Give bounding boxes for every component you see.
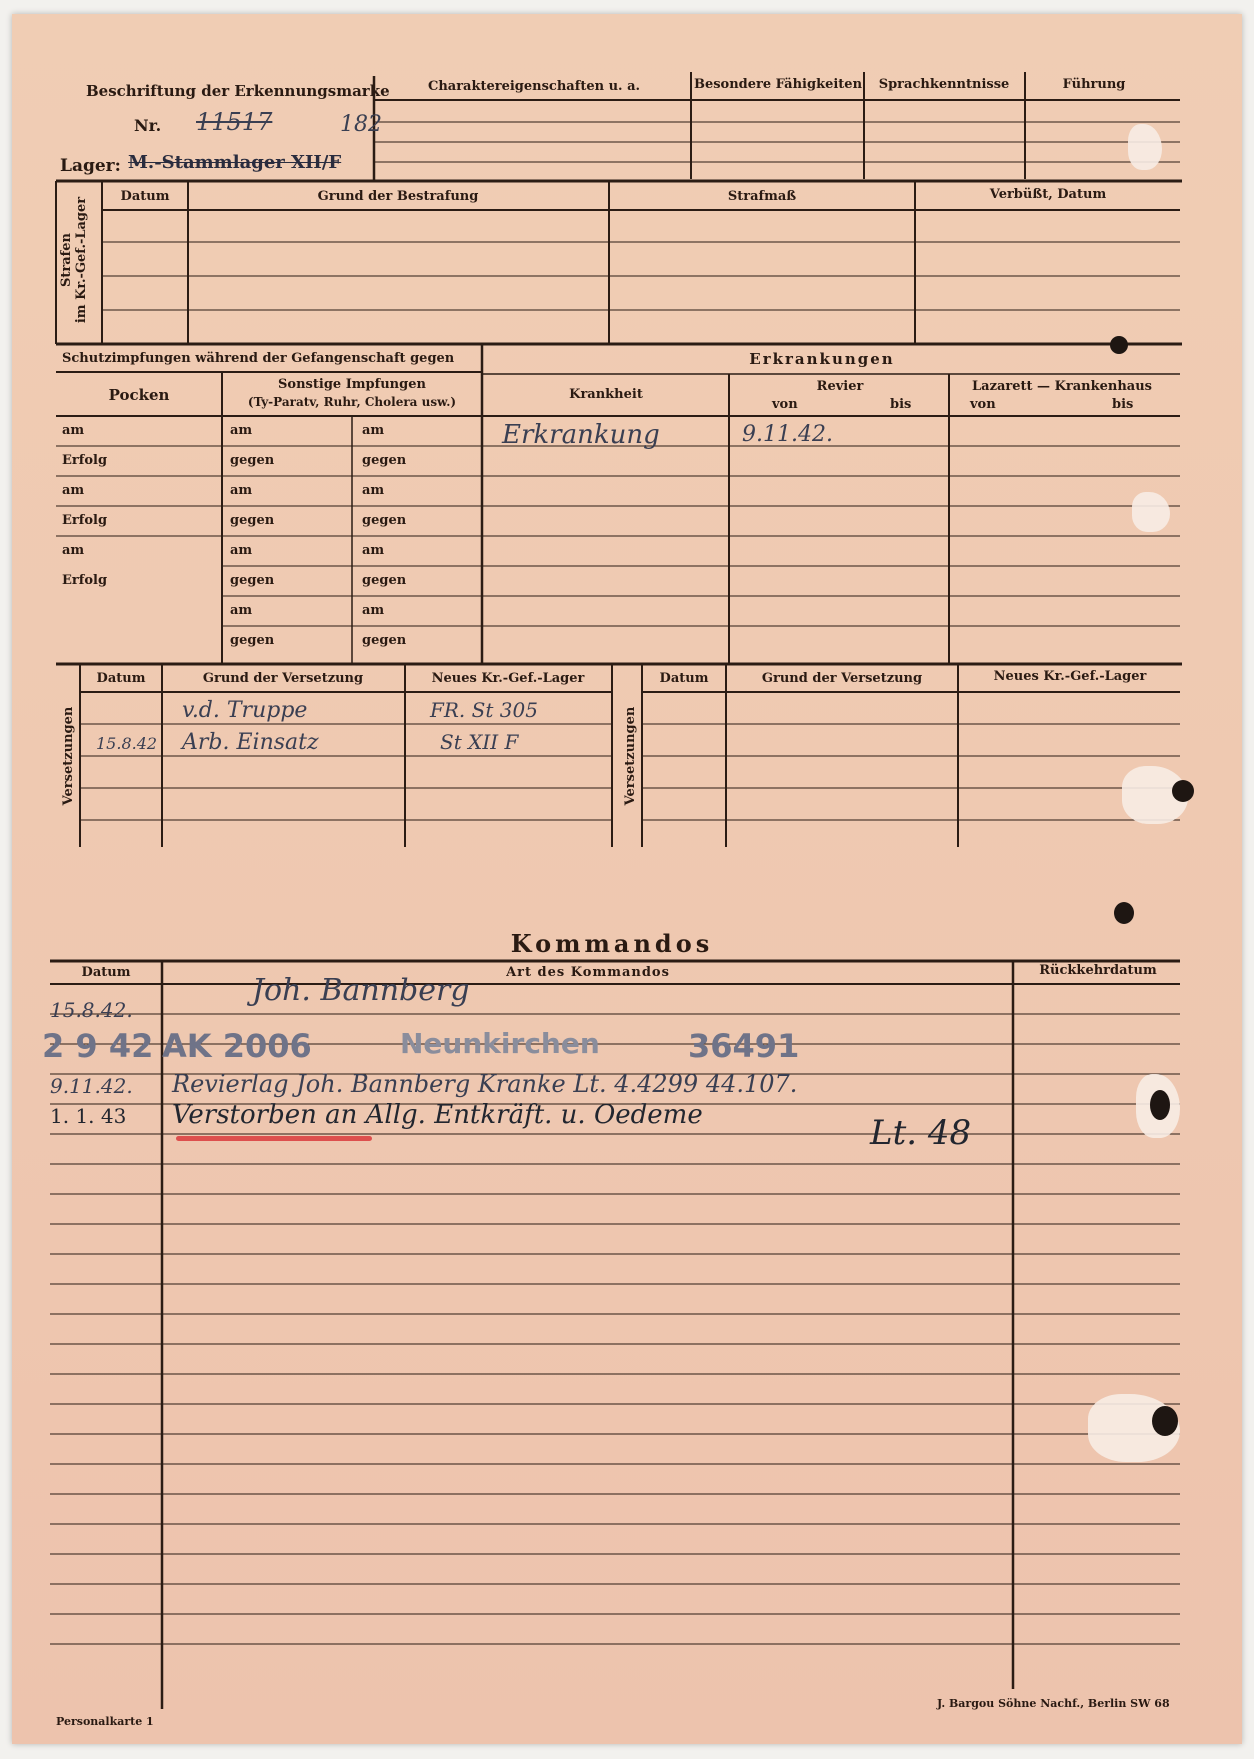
punch-hole bbox=[1150, 1090, 1170, 1120]
lazarett-von: von bbox=[970, 397, 996, 412]
tear-mark bbox=[1128, 124, 1162, 170]
stamp-ak: AK 2006 bbox=[162, 1027, 312, 1065]
lager-label: Lager: bbox=[60, 156, 121, 176]
vers-col-grund: Grund der Versetzung bbox=[202, 671, 364, 686]
kommando-art: Verstorben an Allg. Entkräft. u. Oedeme bbox=[172, 1100, 703, 1130]
impf-row-label: Erfolg bbox=[62, 513, 108, 528]
nr-label: Nr. bbox=[134, 116, 162, 135]
form-ruling bbox=[12, 14, 1242, 1744]
col-fuehrung: Führung bbox=[1062, 77, 1126, 92]
impf-am: am bbox=[362, 423, 385, 438]
impf-row-label: am bbox=[62, 543, 85, 558]
impf-row-label: am bbox=[62, 423, 85, 438]
col-faehigkeiten: Besondere Fähigkeiten bbox=[693, 77, 863, 92]
nr-value: 11517 bbox=[196, 108, 273, 136]
kommandos-col-datum: Datum bbox=[81, 965, 131, 980]
impf-am: am bbox=[230, 423, 253, 438]
nr-extra: 182 bbox=[340, 112, 382, 137]
red-underline bbox=[176, 1136, 372, 1141]
footer-left: Personalkarte 1 bbox=[56, 1715, 154, 1728]
impf-gegen: gegen bbox=[362, 513, 407, 528]
stamp-datum: 2 9 42 bbox=[42, 1027, 154, 1065]
strafen-col-strafmass: Strafmaß bbox=[727, 189, 797, 204]
vers-grund: Arb. Einsatz bbox=[182, 730, 319, 755]
impf-row-label: Erfolg bbox=[62, 573, 108, 588]
lager-value: M.-Stammlager XII/F bbox=[128, 152, 342, 173]
punch-hole bbox=[1110, 336, 1128, 354]
kommandos-col-art: Art des Kommandos bbox=[506, 965, 670, 980]
vers-col-datum: Datum bbox=[659, 671, 709, 686]
vers-col-grund: Grund der Versetzung bbox=[761, 671, 923, 686]
impf-row-label: Erfolg bbox=[62, 453, 108, 468]
tear-mark bbox=[1132, 492, 1170, 532]
strafen-col-grund: Grund der Bestrafung bbox=[317, 189, 479, 204]
impf-gegen: gegen bbox=[230, 453, 275, 468]
vers-col-datum: Datum bbox=[96, 671, 146, 686]
erkrankungen-krankheit: Krankheit bbox=[569, 387, 643, 402]
stamp-number: 36491 bbox=[688, 1027, 800, 1065]
vers-grund: v.d. Truppe bbox=[182, 698, 308, 723]
kommandos-col-rueckkehr: Rückkehrdatum bbox=[1039, 963, 1157, 978]
erkrankungen-lazarett: Lazarett — Krankenhaus bbox=[972, 379, 1152, 394]
impf-am: am bbox=[230, 603, 253, 618]
impfungen-pocken: Pocken bbox=[108, 386, 170, 404]
erkennungsmarke-title: Beschriftung der Erkennungsmarke bbox=[86, 82, 390, 100]
impf-row-label: am bbox=[62, 483, 85, 498]
impf-gegen: gegen bbox=[362, 633, 407, 648]
footer-right: J. Bargou Söhne Nachf., Berlin SW 68 bbox=[937, 1697, 1170, 1710]
kommando-extra: Lt. 48 bbox=[870, 1113, 972, 1153]
erkrankungen-title: Erkrankungen bbox=[749, 350, 895, 368]
vers-col-lager: Neues Kr.-Gef.-Lager bbox=[431, 671, 585, 686]
strafen-col-verbuesst: Verbüßt, Datum bbox=[989, 187, 1107, 202]
versetzungen-side-label-right: Versetzungen bbox=[623, 706, 638, 806]
strafen-side-label: Strafen im Kr.-Gef.-Lager bbox=[59, 196, 89, 324]
versetzungen-side-label-left: Versetzungen bbox=[61, 706, 76, 806]
kommando-datum: 9.11.42. bbox=[50, 1074, 133, 1098]
punch-hole bbox=[1114, 902, 1134, 924]
kommando-datum: 1. 1. 43 bbox=[50, 1104, 127, 1128]
impf-am: am bbox=[362, 483, 385, 498]
stamp-place: Neunkirchen bbox=[400, 1027, 600, 1060]
impf-am: am bbox=[230, 543, 253, 558]
impf-am: am bbox=[362, 543, 385, 558]
vers-col-lager: Neues Kr.-Gef.-Lager bbox=[993, 669, 1147, 684]
vers-lager: FR. St 305 bbox=[430, 698, 538, 722]
personalkarte bbox=[12, 14, 1242, 1744]
col-charakter: Charaktereigenschaften u. a. bbox=[427, 79, 641, 94]
vers-datum: 15.8.42 bbox=[96, 734, 158, 753]
impf-gegen: gegen bbox=[362, 453, 407, 468]
krankheit-entry: Erkrankung bbox=[502, 420, 660, 450]
erkrankungen-revier: Revier bbox=[816, 379, 864, 394]
kommandos-title: Kommandos bbox=[510, 929, 714, 958]
col-sprachen: Sprachkenntnisse bbox=[878, 77, 1010, 92]
impf-gegen: gegen bbox=[230, 573, 275, 588]
impfungen-sonstige-sub: (Ty-Paratv, Ruhr, Cholera usw.) bbox=[247, 395, 457, 409]
lazarett-bis: bis bbox=[1112, 397, 1134, 412]
revier-von-entry: 9.11.42. bbox=[742, 422, 833, 447]
impf-gegen: gegen bbox=[230, 513, 275, 528]
kommando-datum: 15.8.42. bbox=[50, 998, 133, 1022]
impf-am: am bbox=[362, 603, 385, 618]
impfungen-title: Schutzimpfungen während der Gefangenschaft gegen bbox=[62, 351, 455, 366]
impfungen-sonstige: Sonstige Impfungen bbox=[278, 377, 426, 392]
strafen-col-datum: Datum bbox=[120, 189, 170, 204]
punch-hole bbox=[1172, 780, 1194, 802]
impf-am: am bbox=[230, 483, 253, 498]
kommando-art: Revierlag Joh. Bannberg Kranke Lt. 4.4299 44.107. bbox=[172, 1070, 798, 1098]
revier-von: von bbox=[772, 397, 798, 412]
impf-gegen: gegen bbox=[362, 573, 407, 588]
kommando-art: Joh. Bannberg bbox=[252, 973, 470, 1008]
revier-bis: bis bbox=[890, 397, 912, 412]
vers-lager: St XII F bbox=[440, 730, 519, 754]
punch-hole bbox=[1152, 1406, 1178, 1436]
impf-gegen: gegen bbox=[230, 633, 275, 648]
